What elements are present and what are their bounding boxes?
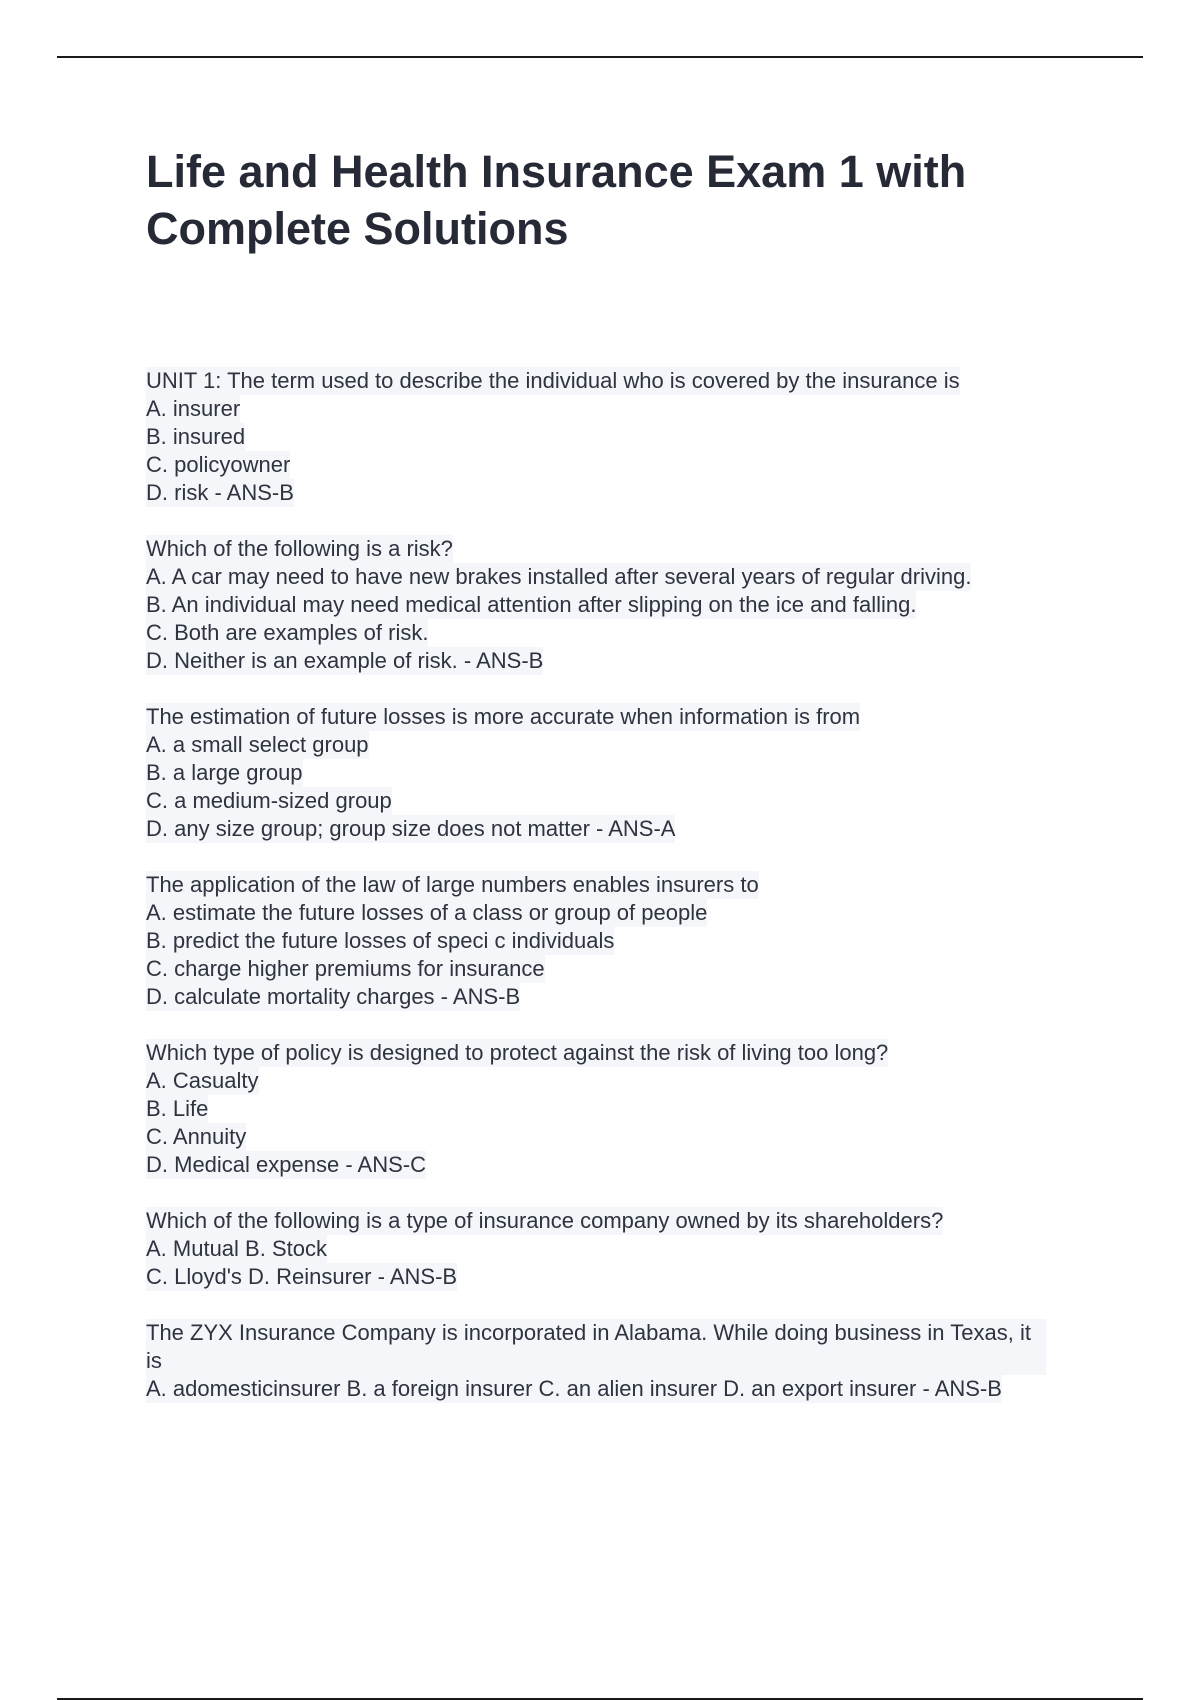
- answer-option-with-key: D. Medical expense - ANS-C: [146, 1152, 426, 1177]
- question-block-5: [146, 1039, 1106, 1179]
- answer-option: A. A car may need to have new brakes installed after several years of regular driving.: [146, 564, 972, 589]
- answer-option-with-key: D. risk - ANS-B: [146, 480, 294, 505]
- answer-option: B. predict the future losses of speci c individuals: [146, 928, 615, 953]
- answer-option: B. An individual may need medical attention after slipping on the ice and falling.: [146, 592, 917, 617]
- answer-option-with-key: A. adomesticinsurer B. a foreign insurer C. an alien insurer D. an export insurer - ANS-B: [146, 1376, 1002, 1401]
- question-text: The estimation of future losses is more accurate when information is from: [146, 704, 861, 729]
- question-list: [146, 367, 1106, 1431]
- answer-option: A. Casualty: [146, 1068, 259, 1093]
- answer-option: A. estimate the future losses of a class or group of people: [146, 900, 708, 925]
- question-text: Which type of policy is designed to protect against the risk of living too long?: [146, 1040, 889, 1065]
- question-block-7: [146, 1319, 1106, 1403]
- document-title: Life and Health Insurance Exam 1 with Complete Solutions: [146, 146, 967, 254]
- question-block-3: [146, 703, 1106, 843]
- answer-option-with-key: D. any size group; group size does not matter - ANS-A: [146, 816, 676, 841]
- question-block-6: [146, 1207, 1106, 1291]
- answer-option-with-key: D. calculate mortality charges - ANS-B: [146, 984, 521, 1009]
- answer-option: C. charge higher premiums for insurance: [146, 956, 545, 981]
- header-rule: [57, 56, 1143, 58]
- answer-option: A. insurer: [146, 396, 241, 421]
- answer-option: C. Annuity: [146, 1124, 247, 1149]
- question-text: UNIT 1: The term used to describe the individual who is covered by the insurance is: [146, 368, 960, 393]
- answer-option: B. a large group: [146, 760, 303, 785]
- question-text: Which of the following is a risk?: [146, 536, 453, 561]
- answer-option: C. a medium-sized group: [146, 788, 392, 813]
- answer-option: B. Life: [146, 1096, 209, 1121]
- answer-option: A. a small select group: [146, 732, 369, 757]
- question-text: The application of the law of large numbers enables insurers to: [146, 872, 759, 897]
- question-text: The ZYX Insurance Company is incorporated in Alabama. While doing business in Texas, it is: [146, 1319, 1046, 1375]
- answer-option: C. policyowner: [146, 452, 291, 477]
- question-text: Which of the following is a type of insurance company owned by its shareholders?: [146, 1208, 944, 1233]
- answer-option: C. Both are examples of risk.: [146, 620, 429, 645]
- question-block-2: [146, 535, 1106, 675]
- answer-option: B. insured: [146, 424, 246, 449]
- question-block-4: [146, 871, 1106, 1011]
- answer-option: A. Mutual B. Stock: [146, 1236, 327, 1261]
- answer-option-with-key: D. Neither is an example of risk. - ANS-B: [146, 648, 544, 673]
- question-block-1: [146, 367, 1106, 507]
- answer-option-with-key: C. Lloyd's D. Reinsurer - ANS-B: [146, 1264, 458, 1289]
